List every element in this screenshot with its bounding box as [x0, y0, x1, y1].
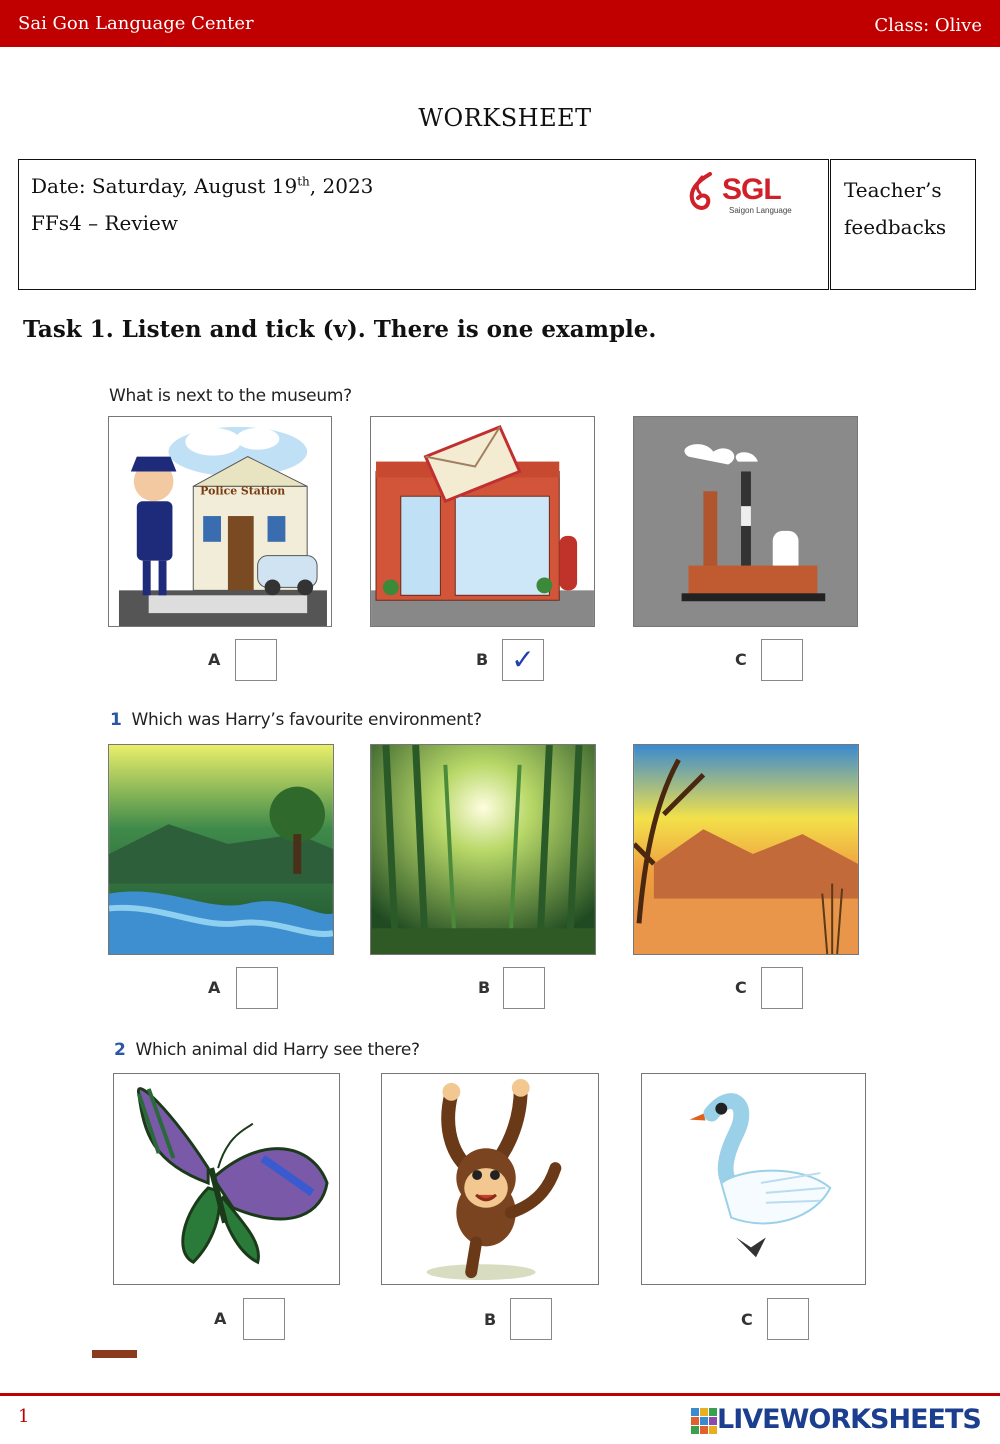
question-text: What is next to the museum?	[109, 386, 352, 406]
decorative-corner	[92, 1350, 137, 1358]
info-box	[18, 159, 829, 290]
question-1	[110, 710, 482, 730]
butterfly-image	[113, 1073, 340, 1285]
feedback-line-2: feedbacks	[844, 215, 947, 239]
date-prefix: Date: Saturday, August 19	[31, 174, 298, 198]
tickbox-example-c[interactable]	[761, 639, 803, 681]
date-sup: th	[297, 174, 310, 189]
center-name: Sai Gon Language Center	[18, 13, 254, 34]
tickbox-q1-b[interactable]	[503, 967, 545, 1009]
option-label-c: C	[735, 650, 747, 669]
course-line: FFs4 – Review	[31, 211, 179, 235]
option-label-a: A	[208, 978, 221, 997]
question-text: Which was Harry’s favourite environment?	[131, 710, 482, 730]
sgl-swirl-icon	[684, 171, 724, 217]
desert-image	[633, 744, 859, 955]
tickbox-example-b[interactable]: ✓	[502, 639, 544, 681]
question-example	[109, 386, 352, 406]
tickbox-example-a[interactable]	[235, 639, 277, 681]
factory-image	[633, 416, 858, 627]
tickbox-q2-c[interactable]	[767, 1298, 809, 1340]
monkey-image	[381, 1073, 599, 1285]
option-label-a: A	[208, 650, 221, 669]
police-station-image	[108, 416, 332, 627]
option-label-c: C	[735, 978, 747, 997]
tickbox-q1-c[interactable]	[761, 967, 803, 1009]
tickbox-q2-b[interactable]	[510, 1298, 552, 1340]
date-line	[31, 174, 373, 198]
logo-text: SGL	[722, 173, 781, 206]
question-number: 1	[110, 710, 122, 730]
question-number: 2	[114, 1040, 126, 1060]
swan-image	[641, 1073, 866, 1285]
worksheet-title: WORKSHEET	[418, 104, 592, 132]
post-office-image	[370, 416, 595, 627]
footer-divider	[0, 1393, 1000, 1396]
option-label-c: C	[741, 1310, 753, 1329]
class-label: Class: Olive	[874, 15, 982, 36]
task-1-title: Task 1. Listen and tick (v). There is one example.	[23, 316, 657, 343]
sgl-logo	[684, 171, 804, 221]
option-label-a: A	[214, 1309, 227, 1328]
option-label-b: B	[484, 1310, 497, 1329]
teacher-feedback-box	[830, 159, 976, 290]
river-valley-image	[108, 744, 334, 955]
question-2	[114, 1040, 420, 1060]
svg-text:Police Station: Police Station	[200, 484, 286, 498]
logo-subtext: Saigon Language	[729, 206, 792, 215]
feedback-line-1: Teacher’s	[844, 178, 942, 202]
question-text: Which animal did Harry see there?	[135, 1040, 420, 1060]
exercise-area	[92, 378, 882, 1358]
bamboo-forest-image	[370, 744, 596, 955]
liveworksheets-blocks-icon	[691, 1408, 717, 1434]
option-label-b: B	[478, 978, 491, 997]
tickbox-q2-a[interactable]	[243, 1298, 285, 1340]
option-label-b: B	[476, 650, 489, 669]
page-number: 1	[18, 1406, 30, 1427]
tickbox-q1-a[interactable]	[236, 967, 278, 1009]
liveworksheets-text: LIVEWORKSHEETS	[717, 1404, 981, 1435]
header-bar	[0, 0, 1000, 47]
date-suffix: , 2023	[309, 174, 374, 198]
